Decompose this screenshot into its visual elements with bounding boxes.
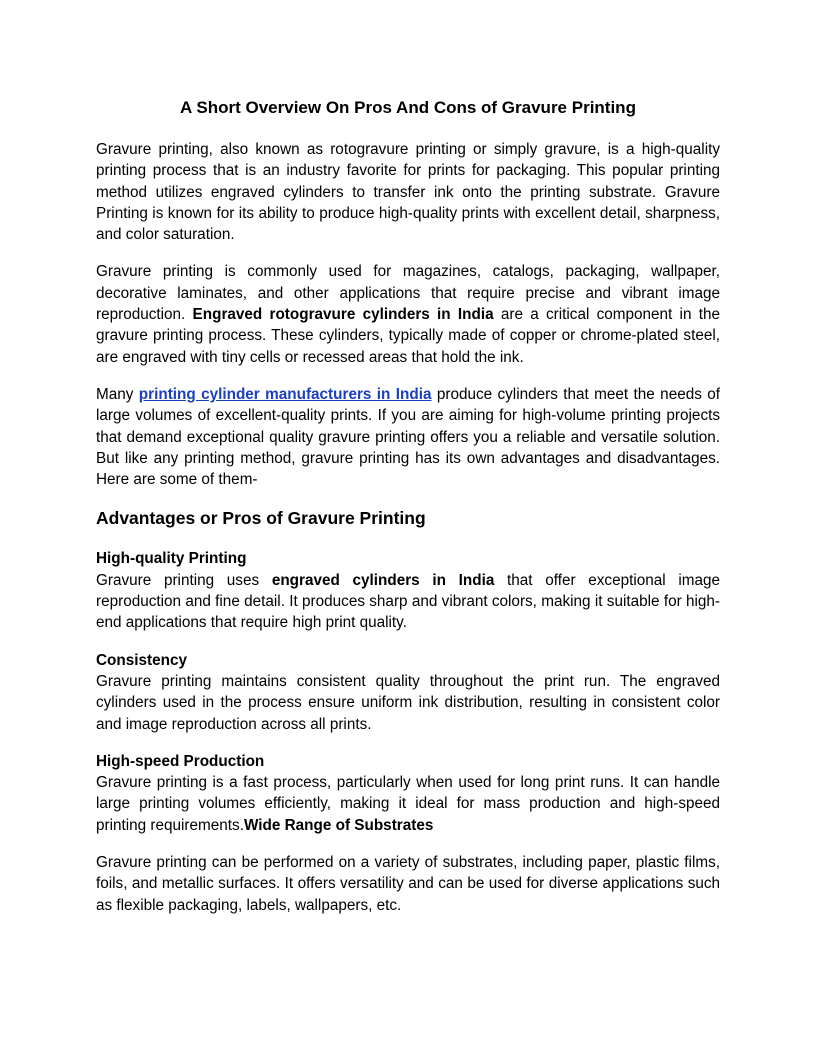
high-quality-text-end: that offer exceptional image reproduction and fine detail. It produces sharp and vibrant colors, making it suitable for high-end applications that require high print quality.: [96, 571, 721, 632]
consistency-section: [96, 650, 720, 735]
high-quality-printing-section: [96, 548, 720, 633]
printing-cylinder-manufacturers-link[interactable]: printing cylinder manufacturers in India: [138, 385, 432, 403]
engraved-cylinders-bold: engraved cylinders in India: [271, 571, 495, 589]
intro-paragraph-1: Gravure printing, also known as rotogravure printing or simply gravure, is a high-quality printing process that is an industry favorite for prints for packaging. This popular printing method utilizes engraved cylinders to transfer ink onto the printing substrate. Gravure Printing is known for its ability to produce high-quality prints with excellent detail, sharpness, and color saturation.: [96, 141, 720, 244]
consistency-text: Gravure printing maintains consistent quality throughout the print run. The engraved cylinders used in the process ensure uniform ink distribution, resulting in consistent color and image reproduction across all prints.: [96, 672, 720, 733]
intro-paragraph-2: [96, 261, 720, 367]
engraved-rotogravure-cylinders-bold: Engraved rotogravure cylinders in India: [192, 306, 494, 324]
intro-paragraph-3-text-start: Many: [96, 385, 139, 403]
intro-paragraph-2-text-end: are a critical component in the gravure printing process. These cylinders, typically made of copper or chrome-plated steel, are engraved with tiny cells or recessed areas that hold the ink.: [96, 306, 720, 366]
high-quality-printing-heading: High-quality Printing: [96, 550, 247, 568]
high-speed-production-section: [96, 751, 720, 836]
intro-paragraph-3-text-end: produce cylinders that meet the needs of large volumes of excellent-quality prints. If you are aiming for high-volume printing projects that demand exceptional quality gravure printing offers you a reliable and versatile solution. But like any printing method, gravure printing has its own advantages and disadvantages. Here are some of them-: [96, 385, 720, 489]
high-quality-text-start: Gravure printing uses: [96, 571, 272, 589]
wide-range-of-substrates-heading: Wide Range of Substrates: [243, 816, 434, 834]
high-speed-production-text: Gravure printing is a fast process, particularly when used for long print runs. It can handle large printing volumes efficiently, making it ideal for mass production and high-speed printing requirements.: [96, 774, 720, 834]
consistency-heading: Consistency: [96, 651, 187, 669]
high-speed-production-heading: High-speed Production: [96, 752, 265, 770]
substrates-paragraph: Gravure printing can be performed on a variety of substrates, including paper, plastic films, foils, and metallic surfaces. It offers versatility and can be used for diverse applications such as flexible packaging, labels, wallpapers, etc.: [96, 854, 720, 914]
document-title: A Short Overview On Pros And Cons of Gravure Printing: [180, 98, 636, 117]
advantages-heading: Advantages or Pros of Gravure Printing: [96, 508, 426, 529]
intro-paragraph-3: [96, 384, 720, 490]
document-page: [96, 96, 720, 932]
intro-paragraph-2-text-start: Gravure printing is commonly used for magazines, catalogs, packaging, wallpaper, decorative laminates, and other applications that require precise and vibrant image reproduction.: [96, 263, 720, 324]
